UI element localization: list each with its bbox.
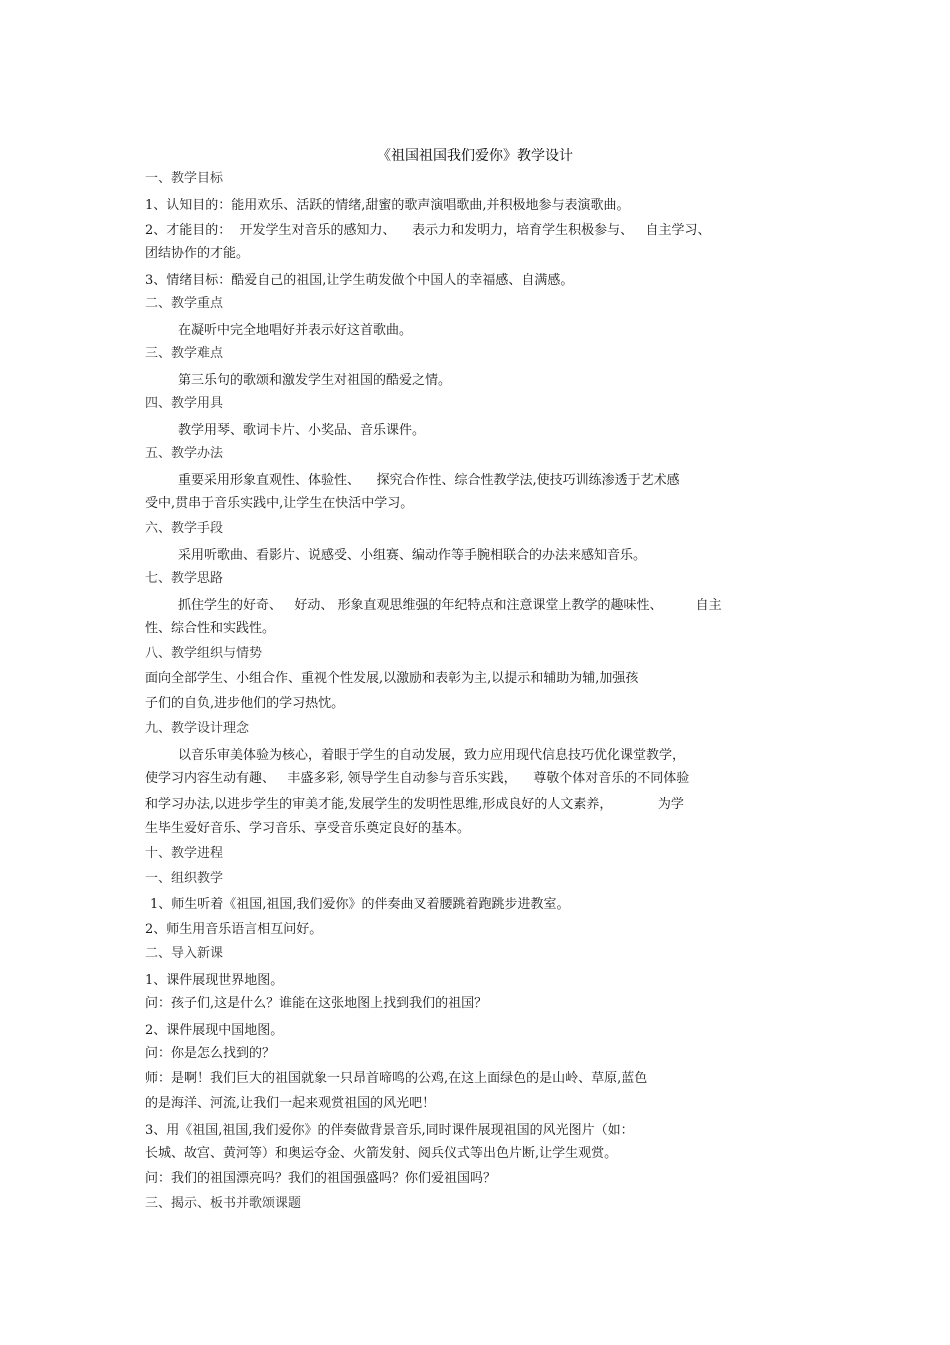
paragraph-line: 问：你是怎么找到的？ <box>145 1046 276 1061</box>
paragraph-line: 使学习内容生动有趣、 丰盛多彩, 领导学生自动参与音乐实践， 尊敬个体对音乐的不同体验 <box>145 771 690 786</box>
section-heading: 八、教学组织与情势 <box>145 646 263 661</box>
paragraph-line: 重要采用形象直观性、体验性、 探究合作性、综合性教学法,使技巧训练渗透于艺术感 <box>178 473 680 488</box>
section-heading: 九、教学设计理念 <box>145 721 250 736</box>
paragraph-line: 1、认知目的：能用欢乐、活跃的情绪,甜蜜的歌声演唱歌曲,并积极地参与表演歌曲。 <box>145 198 630 213</box>
subsection-heading: 三、揭示、板书并歌颂课题 <box>145 1196 302 1211</box>
section-heading: 四、教学用具 <box>145 396 224 411</box>
paragraph-line: 采用听歌曲、看影片、说感受、小组赛、编动作等手腕相联合的办法来感知音乐。 <box>178 548 647 563</box>
paragraph-line: 师：是啊！我们巨大的祖国就象一只昂首啼鸣的公鸡,在这上面绿色的是山岭、草原,蓝色 <box>145 1071 648 1086</box>
paragraph-line: 教学用琴、歌词卡片、小奖品、音乐课件。 <box>178 423 426 438</box>
section-heading: 十、教学进程 <box>145 846 224 861</box>
paragraph-line: 性、综合性和实践性。 <box>145 621 276 636</box>
paragraph-line: 团结协作的才能。 <box>145 246 250 261</box>
paragraph-line: 子们的自负,进步他们的学习热忱。 <box>145 696 345 711</box>
section-heading: 七、教学思路 <box>145 571 224 586</box>
subsection-heading: 一、组织教学 <box>145 871 224 886</box>
paragraph-line: 生毕生爱好音乐、学习音乐、享受音乐奠定良好的基本。 <box>145 821 471 836</box>
paragraph-line: 问：孩子们,这是什么？谁能在这张地图上找到我们的祖国？ <box>145 996 488 1011</box>
paragraph-line: 和学习办法,以进步学生的审美才能,发展学生的发明性思维,形成良好的人文素养， 为学 <box>145 797 684 812</box>
paragraph-line: 面向全部学生、小组合作、重视个性发展,以激励和表彰为主,以提示和辅助为辅,加强孩 <box>145 671 639 686</box>
section-heading: 一、教学目标 <box>145 171 224 186</box>
document-title: 《祖国祖国我们爱你》教学设计 <box>377 148 573 164</box>
section-heading: 三、教学难点 <box>145 346 224 361</box>
section-heading: 二、教学重点 <box>145 296 224 311</box>
paragraph-line: 1、师生听着《祖国,祖国,我们爱你》的伴奏曲叉着腰跳着跑跳步进教室。 <box>150 897 570 912</box>
paragraph-line: 2、才能目的： 开发学生对音乐的感知力、 表示力和发明力，培育学生积极参与、 自主学习、 <box>145 223 711 238</box>
paragraph-line: 第三乐句的歌颂和激发学生对祖国的酷爱之情。 <box>178 373 452 388</box>
paragraph-line: 受中,贯串于音乐实践中,让学生在快活中学习。 <box>145 496 414 511</box>
paragraph-line: 以音乐审美体验为核心，着眼于学生的自动发展，致力应用现代信息技巧优化课堂教学， <box>178 748 686 763</box>
paragraph-line: 问：我们的祖国漂亮吗？我们的祖国强盛吗？你们爱祖国吗？ <box>145 1171 497 1186</box>
paragraph-line: 3、用《祖国,祖国,我们爱你》的伴奏做背景音乐,同时课件展现祖国的风光图片（如： <box>145 1123 634 1138</box>
paragraph-line: 2、课件展现中国地图。 <box>145 1023 284 1038</box>
paragraph-line: 抓住学生的好奇、 好动、 形象直观思维强的年纪特点和注意课堂上教学的趣味性、 自主 <box>178 598 722 613</box>
paragraph-line: 2、师生用音乐语言相互问好。 <box>145 922 323 937</box>
paragraph-line: 长城、故宫、黄河等）和奥运夺金、火箭发射、阅兵仪式等出色片断,让学生观赏。 <box>145 1146 618 1161</box>
section-heading: 五、教学办法 <box>145 446 224 461</box>
paragraph-line: 在凝听中完全地唱好并表示好这首歌曲。 <box>178 323 413 338</box>
section-heading: 六、教学手段 <box>145 521 224 536</box>
paragraph-line: 的是海洋、河流,让我们一起来观赏祖国的风光吧！ <box>145 1096 436 1111</box>
paragraph-line: 1、课件展现世界地图。 <box>145 973 284 988</box>
subsection-heading: 二、导入新课 <box>145 946 224 961</box>
paragraph-line: 3、情绪目标：酷爱自己的祖国,让学生萌发做个中国人的幸福感、自满感。 <box>145 273 574 288</box>
